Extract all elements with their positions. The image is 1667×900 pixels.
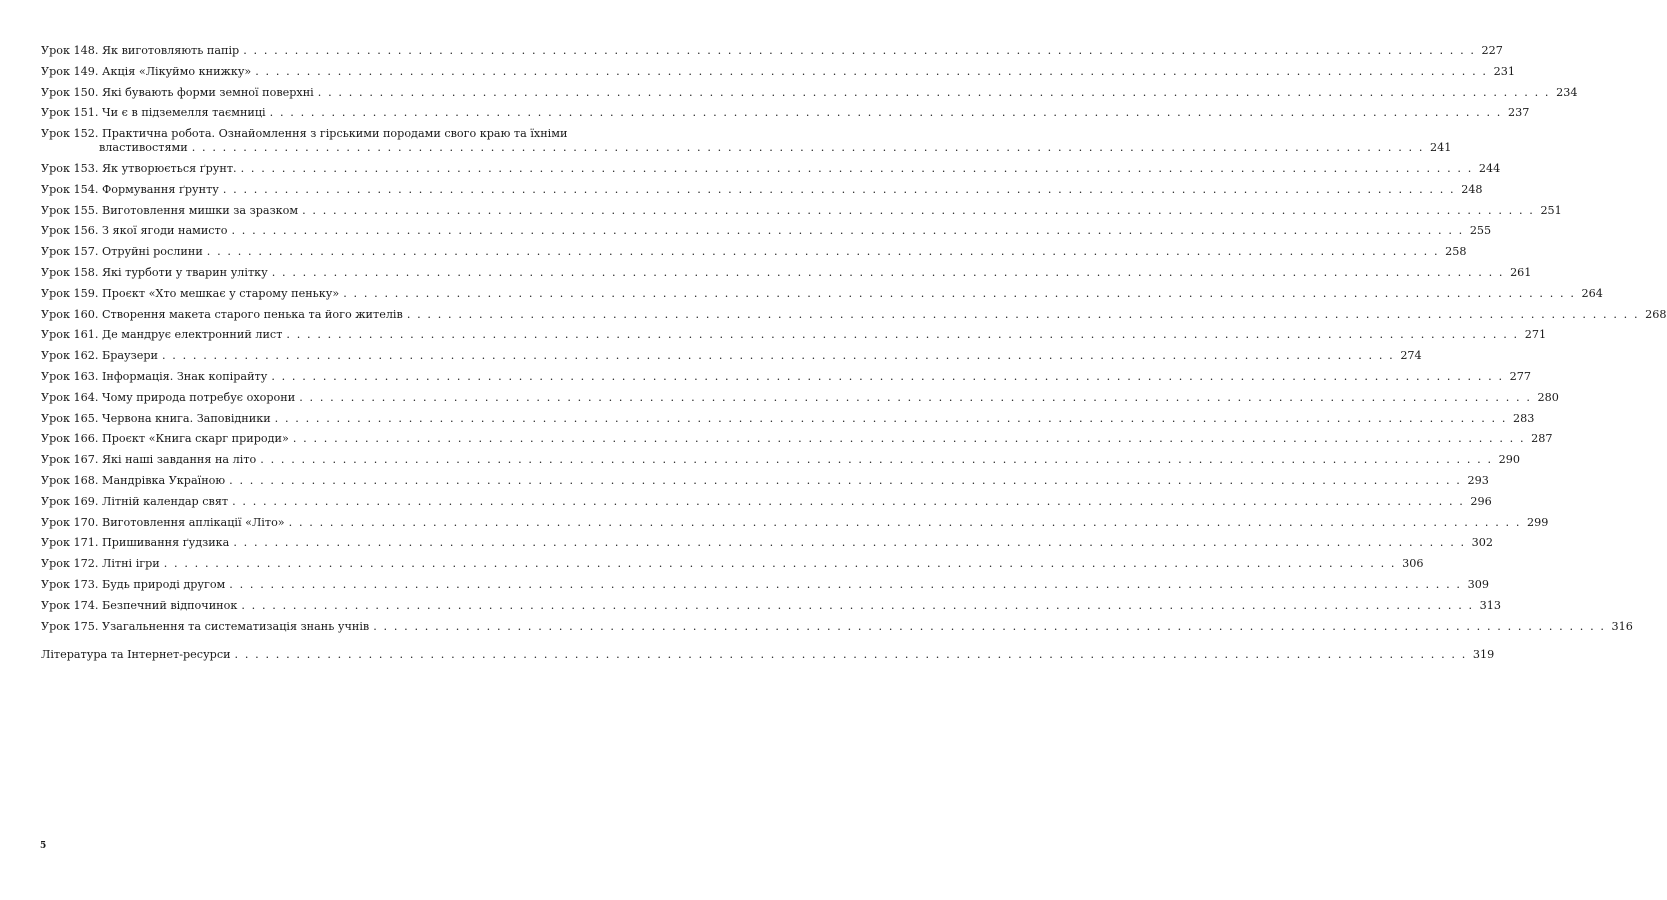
- dot-leader: . . . . . . . . . . . . . . . . . . . . . . . . . . . . . . . . . . . . . . . . . . . . . . . . . . . . . . . . . . . . . . . . . . . . . . . . . . . . . . . . . . . . . . . . . . . . . . . . . . . . . . . . . . . . . . . . . . . . . . . .: [343, 286, 1576, 300]
- toc-entry-title: Урок 165. Червона книга. Заповідники: [41, 411, 271, 425]
- toc-entry: [41, 390, 1559, 405]
- toc-entry-title: Урок 172. Літні ігри: [41, 557, 160, 571]
- toc-entry-title: Урок 174. Безпечний відпочинок: [41, 598, 238, 612]
- dot-leader: . . . . . . . . . . . . . . . . . . . . . . . . . . . . . . . . . . . . . . . . . . . . . . . . . . . . . . . . . . . . . . . . . . . . . . . . . . . . . . . . . . . . . . . . . . . . . . . . . . . . . . . . . . . . . . . . . . . . . . . .: [243, 44, 1476, 57]
- toc-entry: [41, 369, 1531, 384]
- toc-entry-title: Урок 158. Які турботи у тварин улітку: [41, 265, 268, 279]
- toc-entry-title: Урок 166. Проєкт «Книга скарг природи»: [41, 432, 289, 446]
- toc-entry: [41, 161, 1501, 176]
- toc-entry: [41, 64, 1515, 79]
- dot-leader: . . . . . . . . . . . . . . . . . . . . . . . . . . . . . . . . . . . . . . . . . . . . . . . . . . . . . . . . . . . . . . . . . . . . . . . . . . . . . . . . . . . . . . . . . . . . . . . . . . . . . . . . . . . . . . . . . . . . . . . .: [206, 245, 1440, 259]
- toc-entry: [41, 577, 1489, 592]
- dot-leader: . . . . . . . . . . . . . . . . . . . . . . . . . . . . . . . . . . . . . . . . . . . . . . . . . . . . . . . . . . . . . . . . . . . . . . . . . . . . . . . . . . . . . . . . . . . . . . . . . . . . . . . . . . . . . . . . . . . . . . . .: [191, 141, 1425, 155]
- toc-entry-page: 296: [1470, 494, 1492, 508]
- toc-entry: [41, 182, 1483, 197]
- dot-leader: . . . . . . . . . . . . . . . . . . . . . . . . . . . . . . . . . . . . . . . . . . . . . . . . . . . . . . . . . . . . . . . . . . . . . . . . . . . . . . . . . . . . . . . . . . . . . . . . . . . . . . . . . . . . . . . . . . . . . . . .: [229, 473, 1462, 487]
- toc-entry-title: Урок 162. Браузери: [41, 349, 158, 363]
- dot-leader: . . . . . . . . . . . . . . . . . . . . . . . . . . . . . . . . . . . . . . . . . . . . . . . . . . . . . . . . . . . . . . . . . . . . . . . . . . . . . . . . . . . . . . . . . . . . . . . . . . . . . . . . . . . . . . . . . . . . . . . .: [302, 203, 1535, 217]
- toc-entry: [41, 619, 1633, 634]
- toc-entry-title: Урок 170. Виготовлення аплікації «Літо»: [41, 515, 285, 529]
- dot-leader: . . . . . . . . . . . . . . . . . . . . . . . . . . . . . . . . . . . . . . . . . . . . . . . . . . . . . . . . . . . . . . . . . . . . . . . . . . . . . . . . . . . . . . . . . . . . . . . . . . . . . . . . . . . . . . . . . . . . . . . .: [260, 453, 1493, 467]
- dot-leader: . . . . . . . . . . . . . . . . . . . . . . . . . . . . . . . . . . . . . . . . . . . . . . . . . . . . . . . . . . . . . . . . . . . . . . . . . . . . . . . . . . . . . . . . . . . . . . . . . . . . . . . . . . . . . . . . . . . . . . . .: [406, 307, 1640, 321]
- toc-entry: [41, 224, 1492, 238]
- toc-entry-page: 227: [1481, 44, 1503, 57]
- toc-entry-title: Урок 167. Які наші завдання на літо: [41, 453, 257, 467]
- toc-entry: [41, 473, 1489, 488]
- toc-entry: [41, 536, 1494, 550]
- toc-entry: [41, 85, 1578, 100]
- toc-entry: [41, 328, 1547, 342]
- toc-entry: [41, 411, 1535, 426]
- dot-leader: . . . . . . . . . . . . . . . . . . . . . . . . . . . . . . . . . . . . . . . . . . . . . . . . . . . . . . . . . . . . . . . . . . . . . . . . . . . . . . . . . . . . . . . . . . . . . . . . . . . . . . . . . . . . . . . . . . . . . . . .: [161, 349, 1395, 363]
- toc-entry-title: Урок 149. Акція «Лікуймо книжку»: [41, 64, 252, 78]
- dot-leader: . . . . . . . . . . . . . . . . . . . . . . . . . . . . . . . . . . . . . . . . . . . . . . . . . . . . . . . . . . . . . . . . . . . . . . . . . . . . . . . . . . . . . . . . . . . . . . . . . . . . . . . . . . . . . . . . . . . . . . . .: [317, 85, 1551, 99]
- toc-entry-title: Урок 154. Формування ґрунту: [41, 182, 219, 196]
- dot-leader: . . . . . . . . . . . . . . . . . . . . . . . . . . . . . . . . . . . . . . . . . . . . . . . . . . . . . . . . . . . . . . . . . . . . . . . . . . . . . . . . . . . . . . . . . . . . . . . . . . . . . . . . . . . . . . . . . . . . . . . .: [271, 369, 1504, 383]
- toc-entry: [41, 307, 1667, 322]
- dot-leader: . . . . . . . . . . . . . . . . . . . . . . . . . . . . . . . . . . . . . . . . . . . . . . . . . . . . . . . . . . . . . . . . . . . . . . . . . . . . . . . . . . . . . . . . . . . . . . . . . . . . . . . . . . . . . . . . . . . . . . . .: [373, 619, 1606, 633]
- toc-entry-page: 248: [1461, 182, 1483, 196]
- toc-entry-page: 255: [1469, 224, 1492, 238]
- toc-entry-title: Урок 159. Проєкт «Хто мешкає у старому пеньку»: [41, 286, 340, 300]
- toc-entry-page: 313: [1479, 598, 1502, 612]
- dot-leader: . . . . . . . . . . . . . . . . . . . . . . . . . . . . . . . . . . . . . . . . . . . . . . . . . . . . . . . . . . . . . . . . . . . . . . . . . . . . . . . . . . . . . . . . . . . . . . . . . . . . . . . . . . . . . . . . . . . . . . . .: [288, 515, 1521, 529]
- toc-entry-title: Урок 157. Отруйні рослини: [41, 245, 203, 259]
- toc-entry-title: Урок 150. Які бувають форми земної поверхні: [41, 85, 314, 99]
- toc-entry-page: 299: [1526, 515, 1549, 529]
- toc-entry-title: Урок 161. Де мандрує електронний лист: [41, 328, 283, 342]
- toc-entry-page: 309: [1467, 577, 1489, 591]
- dot-leader: . . . . . . . . . . . . . . . . . . . . . . . . . . . . . . . . . . . . . . . . . . . . . . . . . . . . . . . . . . . . . . . . . . . . . . . . . . . . . . . . . . . . . . . . . . . . . . . . . . . . . . . . . . . . . . . . . . . . . . . .: [222, 182, 1456, 196]
- toc-entry: [41, 286, 1603, 301]
- toc-entry-title: Урок 160. Створення макета старого пенька та його жителів: [41, 307, 403, 321]
- toc-entry-page: 268: [1645, 307, 1667, 321]
- toc-entry: [41, 494, 1492, 509]
- dot-leader: . . . . . . . . . . . . . . . . . . . . . . . . . . . . . . . . . . . . . . . . . . . . . . . . . . . . . . . . . . . . . . . . . . . . . . . . . . . . . . . . . . . . . . . . . . . . . . . . . . . . . . . . . . . . . . . . . . . . . . . .: [240, 161, 1473, 175]
- toc-entry: [41, 515, 1549, 530]
- toc-entry-title: Урок 164. Чому природа потребує охорони: [41, 390, 296, 404]
- toc-entry-page: 241: [1430, 141, 1452, 155]
- toc-entry-page: 283: [1512, 411, 1535, 425]
- toc-entry: [41, 557, 1424, 571]
- dot-leader: . . . . . . . . . . . . . . . . . . . . . . . . . . . . . . . . . . . . . . . . . . . . . . . . . . . . . . . . . . . . . . . . . . . . . . . . . . . . . . . . . . . . . . . . . . . . . . . . . . . . . . . . . . . . . . . . . . . . . . . .: [299, 390, 1532, 404]
- toc-entry-page: 319: [1472, 647, 1495, 661]
- toc-entry-page: 277: [1509, 369, 1531, 383]
- toc-entry: [41, 245, 1467, 259]
- dot-leader: . . . . . . . . . . . . . . . . . . . . . . . . . . . . . . . . . . . . . . . . . . . . . . . . . . . . . . . . . . . . . . . . . . . . . . . . . . . . . . . . . . . . . . . . . . . . . . . . . . . . . . . . . . . . . . . . . . . . . . . .: [234, 647, 1467, 661]
- toc-entry-page: 258: [1445, 245, 1467, 259]
- dot-leader: . . . . . . . . . . . . . . . . . . . . . . . . . . . . . . . . . . . . . . . . . . . . . . . . . . . . . . . . . . . . . . . . . . . . . . . . . . . . . . . . . . . . . . . . . . . . . . . . . . . . . . . . . . . . . . . . . . . . . . . .: [229, 577, 1462, 591]
- toc-entry-page: 306: [1402, 557, 1424, 571]
- toc-entry-page: 271: [1524, 328, 1547, 342]
- toc-entry: [41, 432, 1553, 446]
- toc-entry-page: 244: [1478, 161, 1501, 175]
- toc-entry: [41, 647, 1495, 662]
- dot-leader: . . . . . . . . . . . . . . . . . . . . . . . . . . . . . . . . . . . . . . . . . . . . . . . . . . . . . . . . . . . . . . . . . . . . . . . . . . . . . . . . . . . . . . . . . . . . . . . . . . . . . . . . . . . . . . . . . . . . . . . .: [231, 224, 1464, 238]
- toc-entry: [41, 265, 1532, 280]
- dot-leader: . . . . . . . . . . . . . . . . . . . . . . . . . . . . . . . . . . . . . . . . . . . . . . . . . . . . . . . . . . . . . . . . . . . . . . . . . . . . . . . . . . . . . . . . . . . . . . . . . . . . . . . . . . . . . . . . . . . . . . . .: [233, 536, 1466, 550]
- toc-entry: [41, 203, 1562, 218]
- toc-entry-page: 293: [1467, 473, 1489, 487]
- toc-entry-title: Урок 168. Мандрівка Україною: [41, 473, 226, 487]
- dot-leader: . . . . . . . . . . . . . . . . . . . . . . . . . . . . . . . . . . . . . . . . . . . . . . . . . . . . . . . . . . . . . . . . . . . . . . . . . . . . . . . . . . . . . . . . . . . . . . . . . . . . . . . . . . . . . . . . . . . . . . . .: [255, 64, 1488, 78]
- toc-entry: [41, 349, 1422, 363]
- dot-leader: . . . . . . . . . . . . . . . . . . . . . . . . . . . . . . . . . . . . . . . . . . . . . . . . . . . . . . . . . . . . . . . . . . . . . . . . . . . . . . . . . . . . . . . . . . . . . . . . . . . . . . . . . . . . . . . . . . . . . . . .: [269, 106, 1502, 120]
- toc-entry-page: 264: [1581, 286, 1603, 300]
- toc-entry-title: Урок 173. Будь природі другом: [41, 577, 226, 591]
- dot-leader: . . . . . . . . . . . . . . . . . . . . . . . . . . . . . . . . . . . . . . . . . . . . . . . . . . . . . . . . . . . . . . . . . . . . . . . . . . . . . . . . . . . . . . . . . . . . . . . . . . . . . . . . . . . . . . . . . . . . . . . .: [232, 494, 1465, 508]
- toc-entry-page: 274: [1400, 349, 1422, 363]
- toc-entry-title: Література та Інтернет-ресурси: [41, 647, 231, 661]
- toc-entry-page: 251: [1540, 203, 1562, 217]
- toc-entry-page: 280: [1537, 390, 1559, 404]
- toc-entry-page: 290: [1498, 453, 1520, 467]
- dot-leader: . . . . . . . . . . . . . . . . . . . . . . . . . . . . . . . . . . . . . . . . . . . . . . . . . . . . . . . . . . . . . . . . . . . . . . . . . . . . . . . . . . . . . . . . . . . . . . . . . . . . . . . . . . . . . . . . . . . . . . . .: [241, 598, 1474, 612]
- dot-leader: . . . . . . . . . . . . . . . . . . . . . . . . . . . . . . . . . . . . . . . . . . . . . . . . . . . . . . . . . . . . . . . . . . . . . . . . . . . . . . . . . . . . . . . . . . . . . . . . . . . . . . . . . . . . . . . . . . . . . . . .: [292, 432, 1526, 446]
- toc-entry-title: Урок 153. Як утворюється ґрунт.: [41, 161, 237, 175]
- toc-entry-page: 316: [1611, 619, 1633, 633]
- toc-entry-page: 261: [1510, 265, 1532, 279]
- toc-entry-page: 231: [1493, 64, 1515, 78]
- toc-entry: [41, 44, 1503, 58]
- toc-entry: [41, 453, 1520, 467]
- toc-entry-title: Урок 155. Виготовлення мишки за зразком: [41, 203, 299, 217]
- toc-entry-title: Урок 152. Практична робота. Ознайомлення з гірськими породами свого краю та їхніми: [41, 127, 568, 141]
- toc-entry-title: Урок 163. Інформація. Знак копірайту: [41, 369, 268, 383]
- table-of-contents: [41, 44, 1667, 668]
- toc-entry: [41, 106, 1530, 120]
- toc-entry-title-continued: властивостями: [99, 141, 188, 155]
- toc-entry-title: Урок 171. Пришивання ґудзика: [41, 536, 230, 550]
- page-number: 5: [40, 841, 47, 851]
- toc-entry-page: 287: [1531, 432, 1553, 446]
- toc-entry: [41, 127, 1452, 155]
- toc-entry-title: Урок 169. Літній календар свят: [41, 494, 229, 508]
- dot-leader: . . . . . . . . . . . . . . . . . . . . . . . . . . . . . . . . . . . . . . . . . . . . . . . . . . . . . . . . . . . . . . . . . . . . . . . . . . . . . . . . . . . . . . . . . . . . . . . . . . . . . . . . . . . . . . . . . . . . . . . .: [274, 411, 1507, 425]
- toc-entry-title: Урок 151. Чи є в підземелля таємниці: [41, 106, 266, 120]
- toc-entry-title: Урок 156. З якої ягоди намисто: [41, 224, 228, 238]
- dot-leader: . . . . . . . . . . . . . . . . . . . . . . . . . . . . . . . . . . . . . . . . . . . . . . . . . . . . . . . . . . . . . . . . . . . . . . . . . . . . . . . . . . . . . . . . . . . . . . . . . . . . . . . . . . . . . . . . . . . . . . . .: [286, 328, 1519, 342]
- toc-entry-page: 234: [1556, 85, 1578, 99]
- dot-leader: . . . . . . . . . . . . . . . . . . . . . . . . . . . . . . . . . . . . . . . . . . . . . . . . . . . . . . . . . . . . . . . . . . . . . . . . . . . . . . . . . . . . . . . . . . . . . . . . . . . . . . . . . . . . . . . . . . . . . . . .: [271, 265, 1505, 279]
- toc-entry-title: Урок 148. Як виготовляють папір: [41, 44, 240, 57]
- dot-leader: . . . . . . . . . . . . . . . . . . . . . . . . . . . . . . . . . . . . . . . . . . . . . . . . . . . . . . . . . . . . . . . . . . . . . . . . . . . . . . . . . . . . . . . . . . . . . . . . . . . . . . . . . . . . . . . . . . . . . . . .: [163, 557, 1397, 571]
- toc-entry-page: 302: [1471, 536, 1494, 550]
- toc-entry-title: Урок 175. Узагальнення та систематизація знань учнів: [41, 619, 370, 633]
- toc-entry-page: 237: [1507, 106, 1530, 120]
- toc-entry: [41, 598, 1502, 613]
